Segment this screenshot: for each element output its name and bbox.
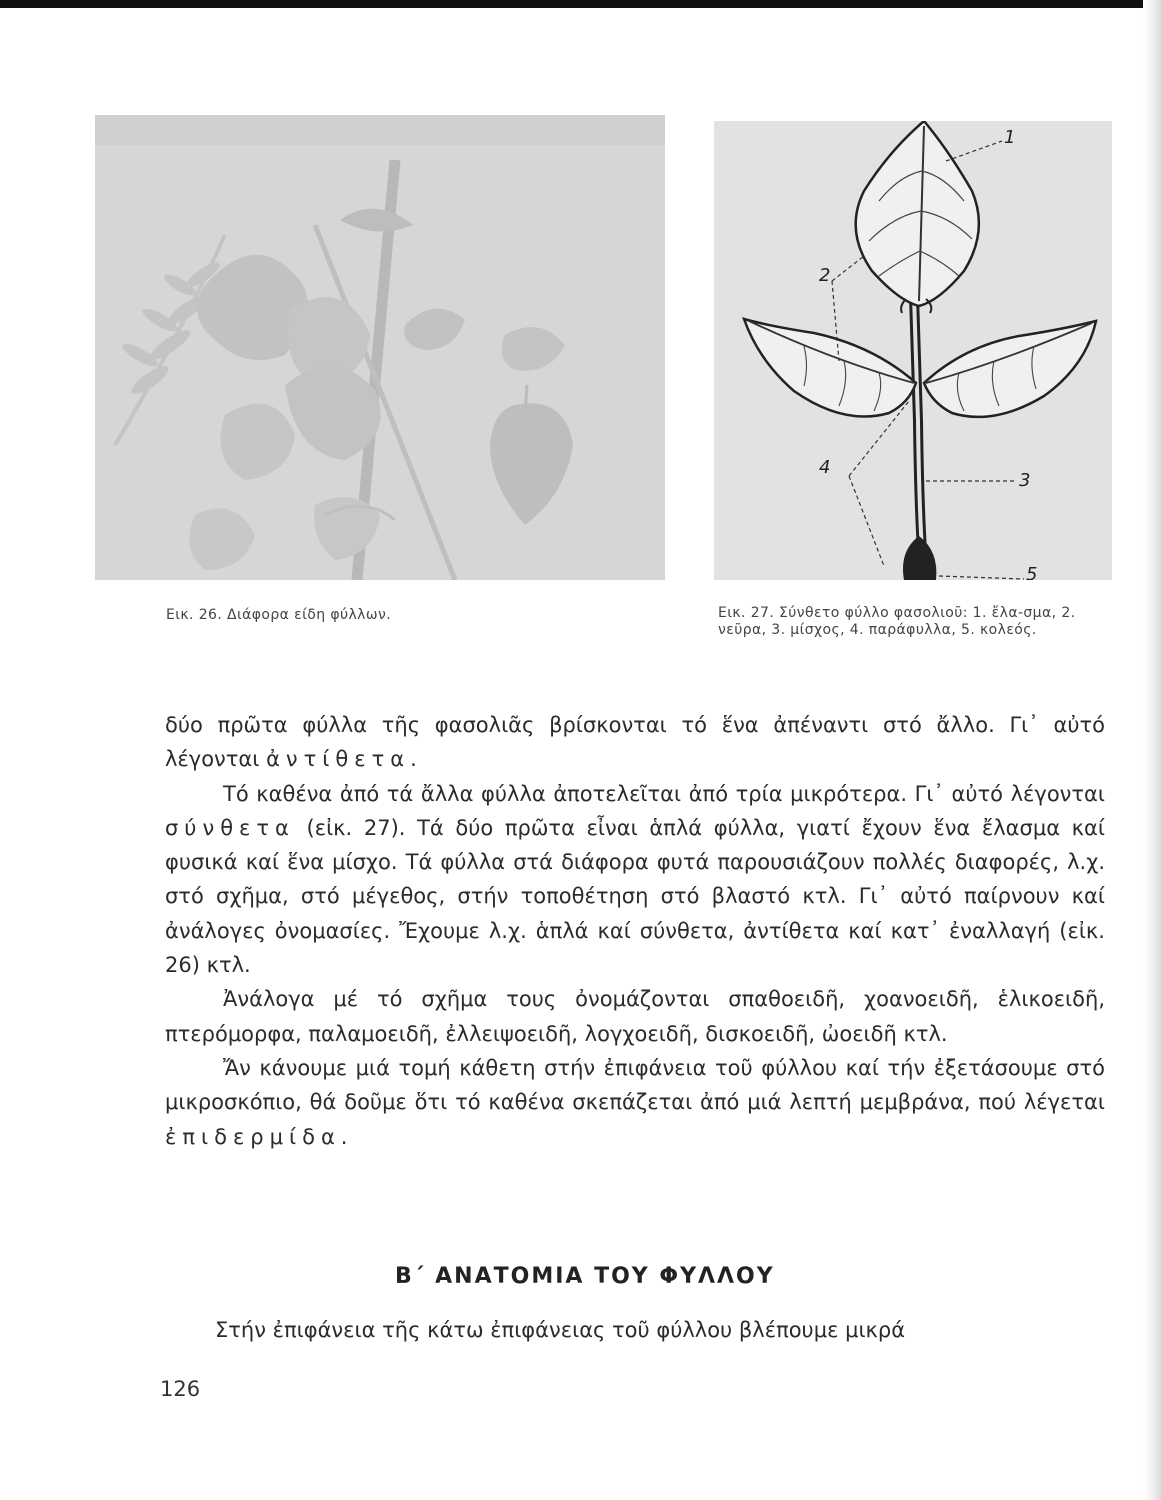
term-antitheta: ἀντίθετα <box>266 747 411 772</box>
term-epidermida: ἐπιδερμίδα <box>165 1124 341 1149</box>
bean-leaf-drawing <box>714 121 1112 580</box>
paragraph-3: Ἀνάλογα μέ τό σχῆμα τους ὀνομάζονται σπαθοειδῆ, χοανοειδῆ, ἑλικοειδῆ, πτερόμορφα, παλαμοειδῆ, ἐλλειψοειδῆ, λογχοειδῆ, δισκοειδῆ, ὠοειδῆ κτλ. <box>165 987 1105 1046</box>
section-first-line: Στήν ἐπιφάνεια τῆς κάτω ἐπιφάνειας τοῦ φύλλου βλέπουμε μικρά <box>215 1318 906 1342</box>
label-5: 5 <box>1026 564 1038 580</box>
figure-27-caption: Εικ. 27. Σύνθετο φύλλο φασολιοῦ: 1. ἔλα-σμα, 2. νεῦρα, 3. μίσχος, 4. παράφυλλα, 5. κολεός. <box>718 605 1076 638</box>
paragraph-2: Τό καθένα ἀπό τά ἄλλα φύλλα ἀποτελεῖται ἀπό τρία μικρότερα. Γι᾿ αὐτό λέγονται σύνθετα (εἰκ. 27). Τά δύο πρῶτα εἶναι ἁπλά φύλλα, γιατί ἔχουν ἕνα ἔλασμα καί φυσικά καί ἕνα μίσχο. Τά φύλλα στά διάφορα φυτά παρουσιάζουν πολλές διαφορές, λ.χ. στό σχῆμα, στό μέγεθος, στήν τοποθέτηση στό βλαστό κτλ. Γι᾿ αὐτό παίρνουν καί ἀνάλογες ὀνομασίες. Ἔχουμε λ.χ. ἁπλά καί σύνθετα, ἀντίθετα καί κατ᾿ ἐναλλαγή (εἰκ. 26) κτλ. <box>165 781 1105 978</box>
paragraph-1: δύο πρῶτα φύλλα τῆς φασολιᾶς βρίσκονται τό ἕνα ἀπέναντι στό ἄλλο. Γι᾿ αὐτό λέγονται ἀντίθετα. <box>165 713 1105 772</box>
label-1: 1 <box>1004 127 1016 148</box>
right-page-shadow <box>1143 0 1161 1500</box>
page-number: 126 <box>160 1377 201 1401</box>
top-scan-border <box>0 0 1161 8</box>
label-4: 4 <box>819 457 831 478</box>
leaves-photo-illustration <box>95 115 665 580</box>
figure-26-photo <box>95 115 665 580</box>
figure-27-drawing <box>714 121 1112 580</box>
section-title: Β΄ ΑΝΑΤΟΜΙΑ ΤΟΥ ΦΥΛΛΟΥ <box>395 1264 775 1289</box>
body-text <box>165 708 1105 1154</box>
paragraph-4: Ἄν κάνουμε μιά τομή κάθετη στήν ἐπιφάνεια τοῦ φύλλου καί τήν ἐξετάσουμε στό μικροσκόπιο, θά δοῦμε ὅτι τό καθένα σκεπάζεται ἀπό μιά λεπτή μεμβράνα, πού λέγεται ἐπιδερμίδα. <box>165 1055 1105 1149</box>
label-2: 2 <box>819 265 831 286</box>
label-3: 3 <box>1019 470 1031 491</box>
figure-26-caption: Εικ. 26. Διάφορα είδη φύλλων. <box>166 607 392 623</box>
term-syntheta: σύνθετα <box>165 815 295 840</box>
